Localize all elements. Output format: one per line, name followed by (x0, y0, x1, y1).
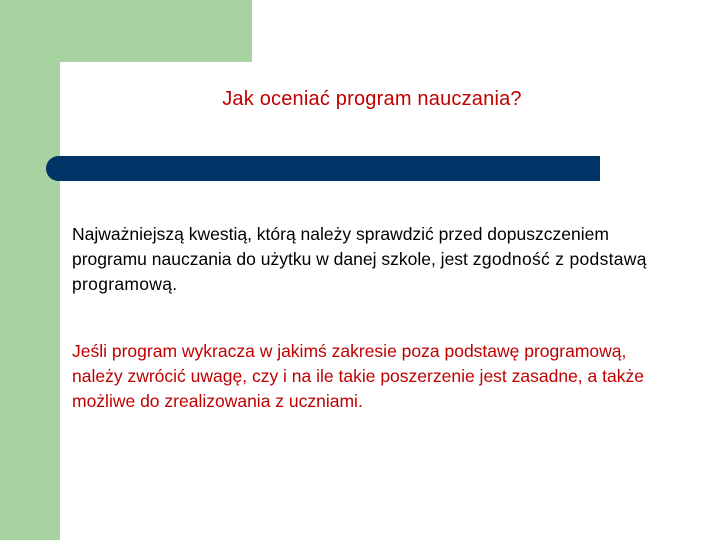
paragraph-main (72, 222, 672, 297)
paragraph-main-emphasis: zgodność z podstawą programową (72, 249, 647, 294)
paragraph-main-text: Najważniejszą kwestią, którą należy sprawdzić przed dopuszczeniem programu nauczania do użytku w danej szkole, jest (72, 224, 609, 269)
content-panel (60, 62, 720, 540)
decor-green-left-bar (0, 0, 60, 540)
title-divider-bar (46, 156, 600, 181)
paragraph-note: Jeśli program wykracza w jakimś zakresie poza podstawę programową, należy zwrócić uwagę, czy i na ile takie poszerzenie jest zasadne, a także możliwe do zrealizowania z uczniami. (72, 341, 644, 411)
decor-green-top-block (0, 0, 252, 62)
paragraph-main-end: . (172, 274, 178, 294)
slide-title: Jak oceniać program nauczania? (222, 88, 522, 110)
